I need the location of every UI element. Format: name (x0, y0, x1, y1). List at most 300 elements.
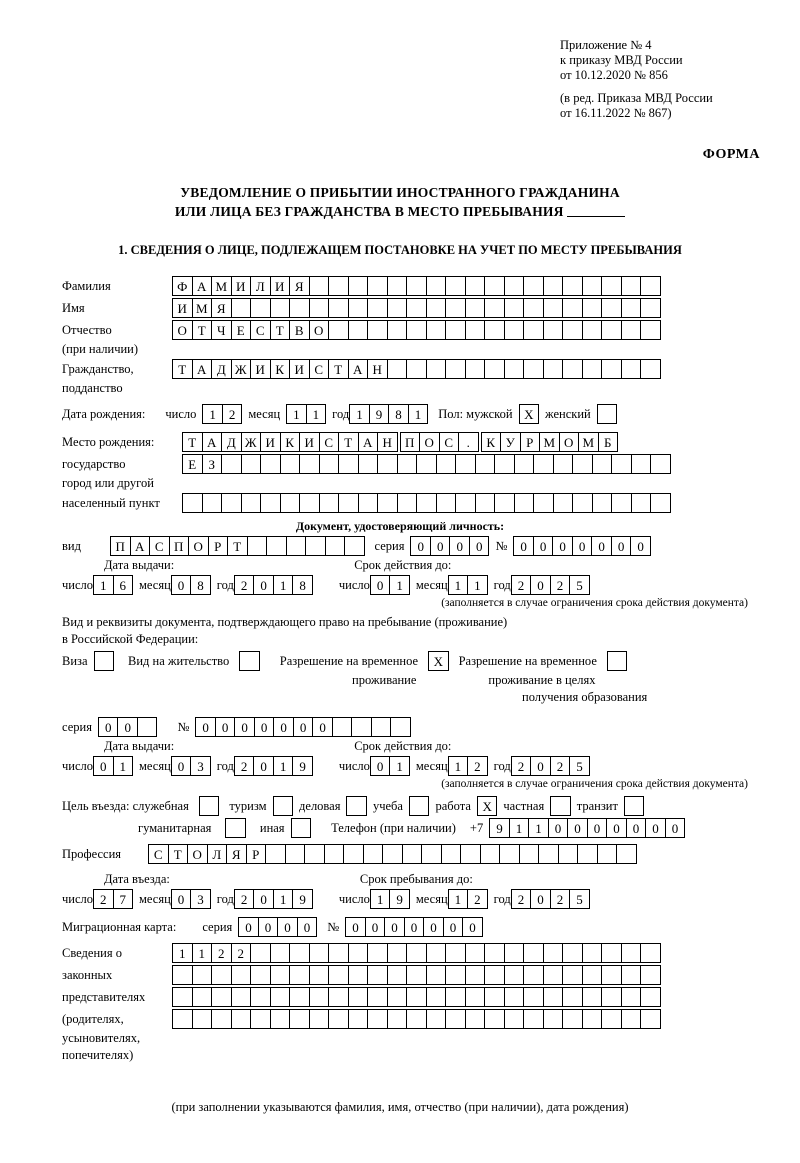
form-cell[interactable] (367, 276, 388, 296)
form-cell[interactable] (523, 965, 544, 985)
profession-input[interactable] (148, 844, 637, 864)
form-cell[interactable]: 0 (258, 917, 279, 937)
form-cell[interactable] (514, 454, 535, 474)
form-cell[interactable] (562, 965, 583, 985)
form-cell[interactable] (426, 276, 447, 296)
form-cell[interactable]: И (250, 359, 271, 379)
form-cell[interactable] (416, 493, 437, 513)
purpose-humanitarian-checkbox[interactable] (225, 818, 246, 838)
form-cell[interactable]: К (270, 359, 291, 379)
form-cell[interactable] (601, 987, 622, 1007)
permit-valid-year-input[interactable] (511, 756, 590, 776)
form-cell[interactable] (601, 943, 622, 963)
form-cell[interactable]: 2 (511, 575, 532, 595)
permit-visa-checkbox[interactable] (94, 651, 115, 671)
form-cell[interactable]: 0 (591, 536, 612, 556)
form-cell[interactable]: Р (246, 844, 267, 864)
purpose-item-checkbox-3[interactable]: X (477, 796, 498, 816)
form-cell[interactable] (523, 987, 544, 1007)
form-cell[interactable] (397, 454, 418, 474)
form-cell[interactable]: 2 (231, 943, 252, 963)
form-cell[interactable]: С (148, 844, 169, 864)
form-cell[interactable] (406, 965, 427, 985)
purpose-item-checkbox-4[interactable] (550, 796, 571, 816)
form-cell[interactable] (484, 1009, 505, 1029)
form-cell[interactable] (309, 943, 330, 963)
form-cell[interactable]: 5 (569, 889, 590, 909)
form-cell[interactable] (250, 943, 271, 963)
form-cell[interactable]: 0 (238, 917, 259, 937)
permit-edu-checkbox[interactable] (607, 651, 628, 671)
form-cell[interactable] (309, 1009, 330, 1029)
sex-female-checkbox[interactable] (597, 404, 618, 424)
form-cell[interactable]: 0 (370, 756, 391, 776)
form-cell[interactable] (640, 1009, 661, 1029)
form-cell[interactable] (533, 454, 554, 474)
form-cell[interactable]: 1 (273, 575, 294, 595)
form-cell[interactable]: М (578, 432, 599, 452)
form-cell[interactable]: 0 (93, 756, 114, 776)
form-cell[interactable] (250, 965, 271, 985)
form-cell[interactable] (484, 276, 505, 296)
form-cell[interactable]: 2 (93, 889, 114, 909)
form-cell[interactable]: 2 (511, 889, 532, 909)
form-cell[interactable] (250, 1009, 271, 1029)
form-cell[interactable]: З (202, 454, 223, 474)
form-cell[interactable]: 0 (253, 889, 274, 909)
form-cell[interactable] (377, 454, 398, 474)
form-cell[interactable] (182, 493, 203, 513)
form-cell[interactable]: Т (172, 359, 193, 379)
representatives-input-row-3[interactable] (172, 987, 661, 1007)
form-cell[interactable] (426, 320, 447, 340)
form-cell[interactable]: И (299, 432, 320, 452)
form-cell[interactable]: М (539, 432, 560, 452)
form-cell[interactable] (523, 1009, 544, 1029)
form-cell[interactable] (543, 965, 564, 985)
form-cell[interactable] (387, 965, 408, 985)
form-cell[interactable] (172, 965, 193, 985)
form-cell[interactable] (484, 987, 505, 1007)
form-cell[interactable] (562, 276, 583, 296)
form-cell[interactable]: С (439, 432, 460, 452)
form-cell[interactable] (582, 965, 603, 985)
form-cell[interactable] (426, 1009, 447, 1029)
form-cell[interactable] (309, 965, 330, 985)
form-cell[interactable]: Р (520, 432, 541, 452)
form-cell[interactable] (328, 298, 349, 318)
form-cell[interactable]: 2 (550, 756, 571, 776)
form-cell[interactable] (426, 359, 447, 379)
form-cell[interactable] (621, 1009, 642, 1029)
form-cell[interactable]: 3 (190, 889, 211, 909)
form-cell[interactable] (289, 965, 310, 985)
form-cell[interactable]: 1 (370, 889, 391, 909)
form-cell[interactable]: П (110, 536, 131, 556)
form-cell[interactable]: А (192, 359, 213, 379)
form-cell[interactable]: 2 (467, 889, 488, 909)
form-cell[interactable]: 0 (171, 756, 192, 776)
form-cell[interactable]: 0 (630, 536, 651, 556)
form-cell[interactable] (348, 276, 369, 296)
form-cell[interactable] (387, 987, 408, 1007)
form-cell[interactable] (582, 1009, 603, 1029)
form-cell[interactable] (553, 493, 574, 513)
form-cell[interactable]: 1 (273, 889, 294, 909)
form-cell[interactable]: К (481, 432, 502, 452)
identity-issue-year-input[interactable] (234, 575, 313, 595)
form-cell[interactable]: Е (231, 320, 252, 340)
form-cell[interactable]: Т (192, 320, 213, 340)
form-cell[interactable] (406, 1009, 427, 1029)
form-cell[interactable]: 0 (530, 575, 551, 595)
form-cell[interactable] (475, 454, 496, 474)
form-cell[interactable] (631, 493, 652, 513)
form-cell[interactable] (265, 844, 286, 864)
citizenship-input[interactable] (172, 359, 661, 379)
form-cell[interactable] (338, 454, 359, 474)
form-cell[interactable]: И (172, 298, 193, 318)
form-cell[interactable]: 9 (292, 756, 313, 776)
form-cell[interactable]: С (149, 536, 170, 556)
form-cell[interactable] (538, 844, 559, 864)
form-cell[interactable] (621, 965, 642, 985)
form-cell[interactable] (601, 276, 622, 296)
form-cell[interactable]: 8 (190, 575, 211, 595)
form-cell[interactable] (494, 493, 515, 513)
migration-series-input[interactable] (238, 917, 317, 937)
form-cell[interactable]: 0 (567, 818, 588, 838)
form-cell[interactable]: 0 (572, 536, 593, 556)
form-cell[interactable]: 0 (645, 818, 666, 838)
purpose-item-checkbox-0[interactable] (273, 796, 294, 816)
form-cell[interactable] (328, 965, 349, 985)
form-cell[interactable] (319, 493, 340, 513)
form-cell[interactable] (387, 943, 408, 963)
form-cell[interactable]: 2 (211, 943, 232, 963)
form-cell[interactable] (221, 454, 242, 474)
form-cell[interactable]: А (202, 432, 223, 452)
form-cell[interactable]: Л (250, 276, 271, 296)
form-cell[interactable]: 5 (569, 756, 590, 776)
form-cell[interactable]: 0 (117, 717, 138, 737)
form-cell[interactable]: И (289, 359, 310, 379)
form-cell[interactable]: С (250, 320, 271, 340)
form-cell[interactable] (299, 493, 320, 513)
form-cell[interactable] (611, 493, 632, 513)
form-cell[interactable]: 0 (384, 917, 405, 937)
form-cell[interactable] (367, 943, 388, 963)
form-cell[interactable]: 1 (448, 575, 469, 595)
form-cell[interactable] (601, 298, 622, 318)
form-cell[interactable]: П (169, 536, 190, 556)
permit-temp-checkbox[interactable]: X (428, 651, 449, 671)
form-cell[interactable] (445, 965, 466, 985)
form-cell[interactable] (328, 320, 349, 340)
form-cell[interactable] (533, 493, 554, 513)
form-cell[interactable]: И (270, 276, 291, 296)
form-cell[interactable]: О (559, 432, 580, 452)
form-cell[interactable] (299, 454, 320, 474)
form-cell[interactable] (621, 320, 642, 340)
form-cell[interactable] (441, 844, 462, 864)
form-cell[interactable]: 0 (171, 889, 192, 909)
form-cell[interactable] (328, 987, 349, 1007)
form-cell[interactable] (211, 987, 232, 1007)
form-cell[interactable] (260, 454, 281, 474)
form-cell[interactable] (465, 298, 486, 318)
form-cell[interactable]: 2 (550, 889, 571, 909)
identity-number-input[interactable] (513, 536, 651, 556)
form-cell[interactable]: . (458, 432, 479, 452)
form-cell[interactable] (582, 359, 603, 379)
form-cell[interactable] (192, 1009, 213, 1029)
form-cell[interactable] (616, 844, 637, 864)
form-cell[interactable]: 0 (254, 717, 275, 737)
form-cell[interactable]: 0 (449, 536, 470, 556)
form-cell[interactable]: О (419, 432, 440, 452)
purpose-item-checkbox-2[interactable] (409, 796, 430, 816)
form-cell[interactable]: 9 (292, 889, 313, 909)
form-cell[interactable] (367, 1009, 388, 1029)
purpose-other-checkbox[interactable] (291, 818, 312, 838)
permit-valid-day-input[interactable] (370, 756, 410, 776)
form-cell[interactable] (465, 1009, 486, 1029)
form-cell[interactable]: А (192, 276, 213, 296)
identity-series-input[interactable] (410, 536, 489, 556)
permit-residence-checkbox[interactable] (239, 651, 260, 671)
form-cell[interactable] (387, 1009, 408, 1029)
form-cell[interactable] (621, 987, 642, 1007)
identity-valid-month-input[interactable] (448, 575, 488, 595)
form-cell[interactable] (387, 359, 408, 379)
form-cell[interactable] (582, 987, 603, 1007)
form-cell[interactable]: Я (226, 844, 247, 864)
form-cell[interactable] (504, 276, 525, 296)
form-cell[interactable] (621, 359, 642, 379)
form-cell[interactable] (367, 298, 388, 318)
form-cell[interactable] (172, 987, 193, 1007)
form-cell[interactable] (231, 965, 252, 985)
form-cell[interactable] (543, 943, 564, 963)
form-cell[interactable]: Т (338, 432, 359, 452)
form-cell[interactable]: И (231, 276, 252, 296)
form-cell[interactable]: 1 (172, 943, 193, 963)
form-cell[interactable] (631, 454, 652, 474)
form-cell[interactable] (266, 536, 287, 556)
form-cell[interactable] (250, 298, 271, 318)
form-cell[interactable] (192, 965, 213, 985)
form-cell[interactable] (519, 844, 540, 864)
form-cell[interactable] (211, 1009, 232, 1029)
form-cell[interactable] (445, 359, 466, 379)
form-cell[interactable]: У (500, 432, 521, 452)
form-cell[interactable]: 0 (277, 917, 298, 937)
form-cell[interactable] (421, 844, 442, 864)
form-cell[interactable] (402, 844, 423, 864)
form-cell[interactable]: 9 (389, 889, 410, 909)
form-cell[interactable] (523, 276, 544, 296)
form-cell[interactable]: 0 (297, 917, 318, 937)
form-cell[interactable]: 0 (410, 536, 431, 556)
birth-day-input[interactable] (202, 404, 242, 424)
form-cell[interactable]: 0 (370, 575, 391, 595)
form-cell[interactable] (504, 943, 525, 963)
surname-input[interactable] (172, 276, 661, 296)
form-cell[interactable]: 0 (234, 717, 255, 737)
form-cell[interactable] (270, 298, 291, 318)
form-cell[interactable] (348, 298, 369, 318)
form-cell[interactable] (621, 298, 642, 318)
form-cell[interactable]: 0 (430, 536, 451, 556)
form-cell[interactable]: 0 (98, 717, 119, 737)
form-cell[interactable] (270, 1009, 291, 1029)
form-cell[interactable] (338, 493, 359, 513)
form-cell[interactable]: О (187, 844, 208, 864)
entry-day-input[interactable] (93, 889, 133, 909)
form-cell[interactable] (280, 493, 301, 513)
identity-kind-input[interactable] (110, 536, 365, 556)
identity-issue-day-input[interactable] (93, 575, 133, 595)
form-cell[interactable]: 0 (345, 917, 366, 937)
form-cell[interactable]: 8 (292, 575, 313, 595)
form-cell[interactable] (455, 493, 476, 513)
form-cell[interactable] (406, 359, 427, 379)
form-cell[interactable]: 0 (530, 756, 551, 776)
form-cell[interactable]: Е (182, 454, 203, 474)
purpose-item-checkbox-5[interactable] (624, 796, 645, 816)
form-cell[interactable] (231, 1009, 252, 1029)
birthplace-city-input-line3[interactable] (182, 493, 671, 513)
form-cell[interactable]: 0 (626, 818, 647, 838)
form-cell[interactable]: 0 (462, 917, 483, 937)
form-cell[interactable]: Б (598, 432, 619, 452)
form-cell[interactable]: 2 (234, 889, 255, 909)
form-cell[interactable] (304, 844, 325, 864)
form-cell[interactable] (475, 493, 496, 513)
form-cell[interactable] (202, 493, 223, 513)
form-cell[interactable] (582, 276, 603, 296)
form-cell[interactable]: О (172, 320, 193, 340)
form-cell[interactable] (406, 276, 427, 296)
form-cell[interactable] (348, 987, 369, 1007)
form-cell[interactable] (270, 987, 291, 1007)
form-cell[interactable]: 5 (569, 575, 590, 595)
form-cell[interactable] (640, 320, 661, 340)
form-cell[interactable] (348, 965, 369, 985)
form-cell[interactable] (309, 298, 330, 318)
form-cell[interactable]: Я (211, 298, 232, 318)
form-cell[interactable] (172, 1009, 193, 1029)
form-cell[interactable]: 1 (528, 818, 549, 838)
form-cell[interactable] (558, 844, 579, 864)
form-cell[interactable]: 1 (93, 575, 114, 595)
form-cell[interactable] (445, 298, 466, 318)
permit-issue-year-input[interactable] (234, 756, 313, 776)
form-cell[interactable] (397, 493, 418, 513)
form-cell[interactable] (416, 454, 437, 474)
form-cell[interactable] (562, 359, 583, 379)
form-cell[interactable]: О (188, 536, 209, 556)
form-cell[interactable] (597, 844, 618, 864)
form-cell[interactable] (211, 965, 232, 985)
form-cell[interactable]: 0 (423, 917, 444, 937)
form-cell[interactable] (523, 298, 544, 318)
form-cell[interactable] (426, 298, 447, 318)
form-cell[interactable]: Т (328, 359, 349, 379)
form-cell[interactable] (484, 320, 505, 340)
form-cell[interactable] (640, 965, 661, 985)
form-cell[interactable]: М (211, 276, 232, 296)
form-cell[interactable]: И (260, 432, 281, 452)
form-cell[interactable]: 0 (215, 717, 236, 737)
form-cell[interactable] (305, 536, 326, 556)
form-cell[interactable] (285, 844, 306, 864)
form-cell[interactable] (343, 844, 364, 864)
form-cell[interactable] (484, 359, 505, 379)
form-cell[interactable] (241, 493, 262, 513)
form-cell[interactable] (484, 965, 505, 985)
form-cell[interactable]: 0 (195, 717, 216, 737)
form-cell[interactable]: 0 (469, 536, 490, 556)
form-cell[interactable] (328, 943, 349, 963)
form-cell[interactable] (319, 454, 340, 474)
form-cell[interactable] (465, 359, 486, 379)
form-cell[interactable]: Л (207, 844, 228, 864)
permit-number-input[interactable] (195, 717, 411, 737)
form-cell[interactable] (221, 493, 242, 513)
form-cell[interactable] (348, 943, 369, 963)
form-cell[interactable] (247, 536, 268, 556)
form-cell[interactable]: 1 (389, 575, 410, 595)
birth-year-input[interactable] (349, 404, 428, 424)
birthplace-state-input[interactable] (182, 432, 618, 452)
form-cell[interactable]: 1 (286, 404, 307, 424)
form-cell[interactable]: Н (377, 432, 398, 452)
form-cell[interactable] (231, 987, 252, 1007)
form-cell[interactable]: Н (367, 359, 388, 379)
form-cell[interactable] (192, 987, 213, 1007)
form-cell[interactable] (484, 943, 505, 963)
form-cell[interactable]: Ф (172, 276, 193, 296)
form-cell[interactable] (640, 943, 661, 963)
stay-month-input[interactable] (448, 889, 488, 909)
form-cell[interactable]: О (309, 320, 330, 340)
form-cell[interactable] (562, 943, 583, 963)
form-cell[interactable]: 1 (113, 756, 134, 776)
form-cell[interactable]: 1 (192, 943, 213, 963)
form-cell[interactable]: 1 (448, 889, 469, 909)
permit-issue-day-input[interactable] (93, 756, 133, 776)
form-cell[interactable] (640, 298, 661, 318)
form-cell[interactable]: 0 (253, 756, 274, 776)
phone-input[interactable] (489, 818, 685, 838)
form-cell[interactable] (640, 359, 661, 379)
form-cell[interactable] (592, 493, 613, 513)
form-cell[interactable] (562, 298, 583, 318)
form-cell[interactable]: С (309, 359, 330, 379)
entry-month-input[interactable] (171, 889, 211, 909)
form-cell[interactable]: 1 (202, 404, 223, 424)
form-cell[interactable] (406, 298, 427, 318)
form-cell[interactable]: Т (168, 844, 189, 864)
form-cell[interactable]: 0 (443, 917, 464, 937)
form-cell[interactable] (406, 943, 427, 963)
form-cell[interactable]: 0 (606, 818, 627, 838)
form-cell[interactable] (328, 276, 349, 296)
form-cell[interactable]: Ж (241, 432, 262, 452)
form-cell[interactable] (601, 965, 622, 985)
